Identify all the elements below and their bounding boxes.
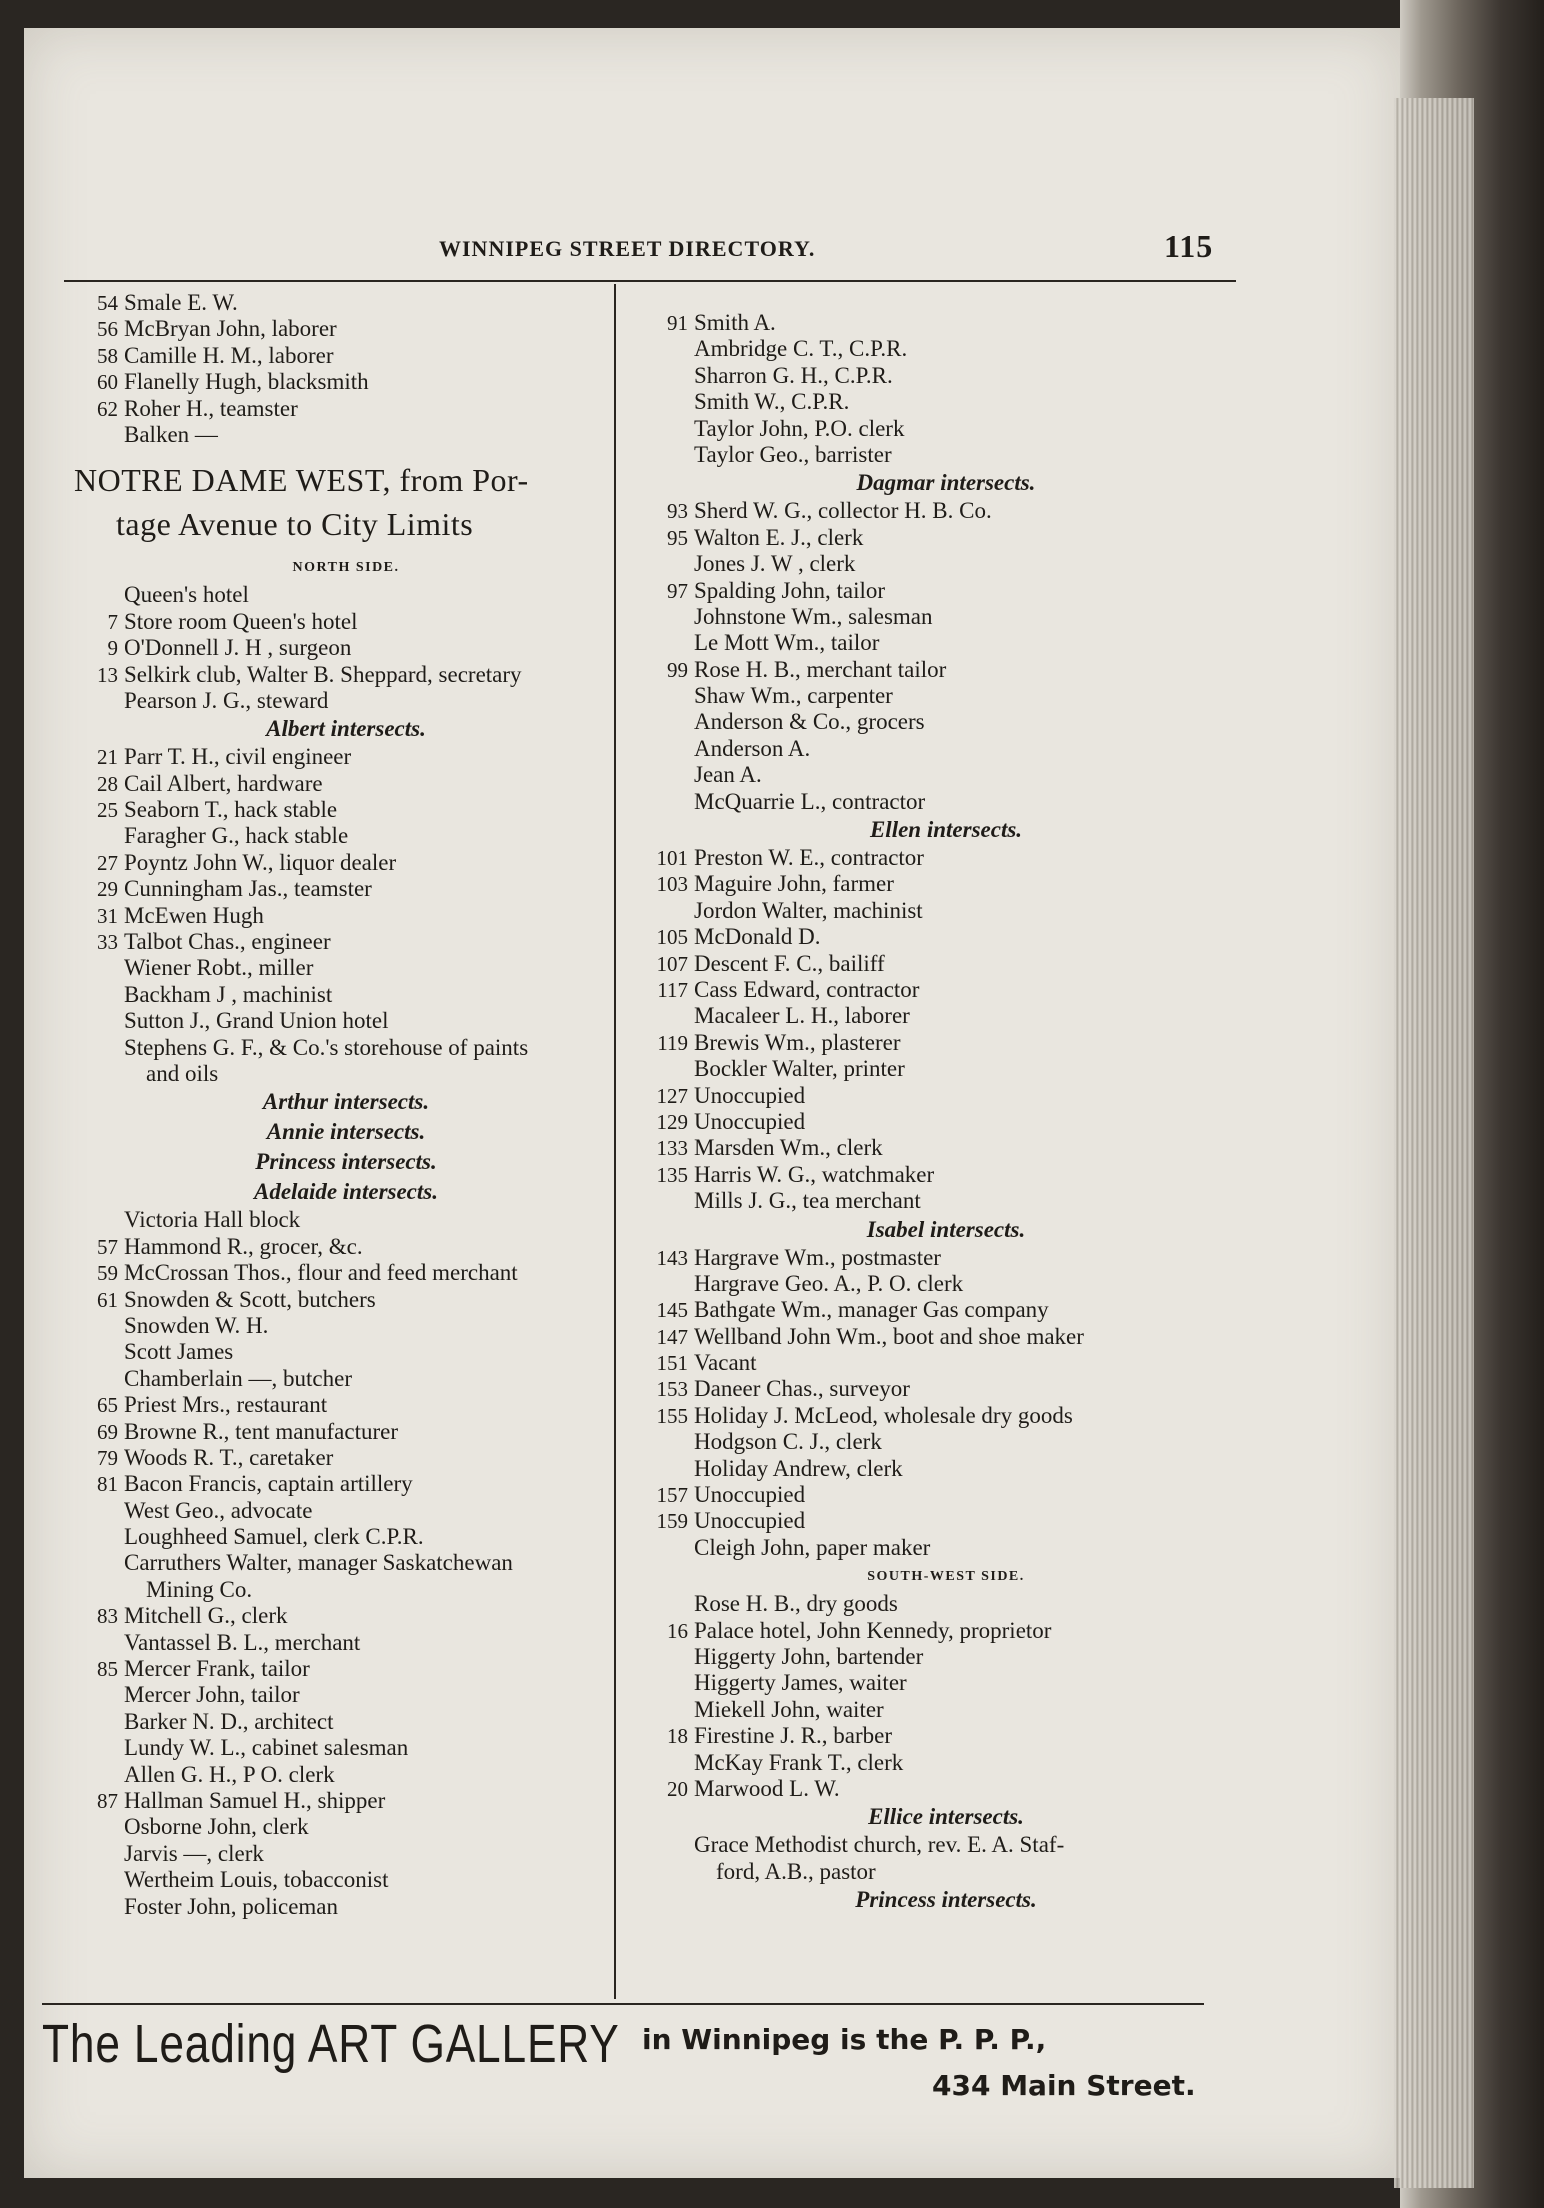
- house-number: 153: [656, 1377, 688, 1402]
- directory-entry: [636, 1670, 1256, 1696]
- entry-text: Faragher G., hack stable: [124, 823, 349, 849]
- directory-entry: [66, 609, 626, 635]
- entry-text: Cunningham Jas., teamster: [124, 876, 372, 902]
- directory-entry: [66, 1008, 626, 1034]
- directory-entry: [66, 903, 626, 929]
- advert-lead: The Leading ART GALLERY: [42, 2014, 620, 2074]
- directory-entry: [66, 1313, 626, 1339]
- directory-entry: [66, 1366, 626, 1392]
- directory-entry: [636, 898, 1256, 924]
- directory-page: [24, 28, 1400, 2178]
- house-number: 119: [657, 1030, 688, 1055]
- directory-entry: [66, 1550, 626, 1576]
- house-number: 91: [667, 311, 688, 335]
- entry-text: Talbot Chas., engineer: [124, 929, 331, 955]
- entry-text: McKay Frank T., clerk: [694, 1749, 904, 1775]
- entry-text: Chamberlain —, butcher: [124, 1365, 353, 1391]
- entry-text: Rose H. B., merchant tailor: [694, 656, 947, 682]
- directory-entry: [636, 442, 1256, 468]
- advert-rest: in Winnipeg is the P. P. P.,: [642, 2023, 1047, 2056]
- entry-text: Higgerty James, waiter: [694, 1670, 907, 1696]
- house-number: 20: [667, 1776, 688, 1801]
- directory-entry: [66, 582, 626, 608]
- directory-entry: [66, 1339, 626, 1365]
- entry-text: Miekell John, waiter: [694, 1696, 884, 1722]
- house-number: 87: [97, 1788, 118, 1813]
- directory-entry: [66, 1392, 626, 1418]
- intersect-note: Ellen intersects.: [869, 817, 1023, 843]
- entry-text: Flanelly Hugh, blacksmith: [124, 369, 369, 395]
- directory-entry: [636, 762, 1256, 788]
- house-number: 145: [656, 1298, 688, 1323]
- entry-text: Foster John, policeman: [124, 1893, 338, 1919]
- entry-text: Hodgson C. J., clerk: [694, 1429, 882, 1455]
- directory-entry: [636, 1271, 1256, 1297]
- entry-text: Taylor Geo., barrister: [694, 441, 892, 467]
- directory-entry: [66, 1709, 626, 1735]
- directory-entry: [636, 630, 1256, 656]
- house-number: 83: [97, 1604, 118, 1629]
- entry-text: Macaleer L. H., laborer: [694, 1003, 910, 1029]
- directory-entry: [66, 1762, 626, 1788]
- house-number: 147: [656, 1324, 688, 1349]
- entry-text: Descent F. C., bailiff: [694, 950, 885, 976]
- house-number: 103: [656, 872, 688, 897]
- directory-entry: [636, 1376, 1256, 1402]
- house-number: 13: [97, 662, 118, 687]
- entry-text: Rose H. B., dry goods: [694, 1591, 898, 1617]
- entry-text: Wiener Robt., miller: [124, 955, 314, 981]
- entry-text: Camille H. M., laborer: [124, 342, 334, 368]
- entry-text: Allen G. H., P O. clerk: [124, 1761, 335, 1787]
- directory-entry: [66, 850, 626, 876]
- directory-entry: [636, 1245, 1256, 1271]
- house-number: 33: [97, 930, 118, 955]
- entry-text: Barker N. D., architect: [124, 1708, 334, 1734]
- entry-text: Brewis Wm., plasterer: [694, 1029, 901, 1055]
- directory-entry: [66, 1630, 626, 1656]
- side-heading: SOUTH-WEST SIDE.: [867, 1569, 1025, 1585]
- directory-entry: [66, 823, 626, 849]
- entry-text: Le Mott Wm., tailor: [694, 630, 880, 656]
- entry-text: Carruthers Walter, manager Saskatchewan: [124, 1550, 513, 1576]
- street-heading: [66, 448, 626, 552]
- house-number: 59: [97, 1261, 118, 1286]
- entry-text: Grace Methodist church, rev. E. A. Staf-: [694, 1832, 1065, 1858]
- directory-entry: [66, 929, 626, 955]
- house-number: 31: [97, 903, 118, 928]
- entry-text: Jean A.: [694, 762, 762, 788]
- directory-entry: [66, 343, 626, 369]
- entry-text: Unoccupied: [694, 1082, 806, 1108]
- street-heading-line2: tage Avenue to City Limits: [116, 506, 474, 543]
- directory-entry: [636, 336, 1256, 362]
- directory-entry: [636, 1297, 1256, 1323]
- directory-entry: [66, 797, 626, 823]
- directory-entry: [636, 1162, 1256, 1188]
- house-number: 69: [97, 1419, 118, 1444]
- directory-entry: [66, 1603, 626, 1629]
- directory-entry: [66, 662, 626, 688]
- house-number: 29: [97, 877, 118, 902]
- house-number: 129: [656, 1109, 688, 1134]
- directory-entry: [636, 1644, 1256, 1670]
- directory-entry: [66, 1207, 626, 1233]
- house-number: 99: [667, 657, 688, 682]
- entry-text: Wertheim Louis, tobacconist: [124, 1867, 389, 1893]
- entry-text: O'Donnell J. H , surgeon: [124, 635, 352, 661]
- footer-rule: [42, 2003, 1204, 2005]
- entry-text: McDonald D.: [694, 924, 821, 950]
- directory-entry: [636, 1832, 1256, 1858]
- entry-text: Lundy W. L., cabinet salesman: [124, 1735, 409, 1761]
- entry-text: Johnstone Wm., salesman: [694, 603, 933, 629]
- house-number: 16: [667, 1618, 688, 1643]
- house-number: 159: [656, 1509, 688, 1534]
- entry-text: Walton E. J., clerk: [694, 524, 864, 550]
- entry-list: [636, 310, 1256, 468]
- directory-entry: [636, 498, 1256, 524]
- entry-text: Poyntz John W., liquor dealer: [124, 849, 397, 875]
- entry-text: Mercer Frank, tailor: [124, 1656, 310, 1682]
- entry-list: [66, 290, 626, 448]
- entry-text: ford, A.B., pastor: [716, 1858, 876, 1884]
- directory-entry: [636, 604, 1256, 630]
- entry-list: [636, 498, 1256, 815]
- directory-entry: [636, 736, 1256, 762]
- directory-entry: [636, 1508, 1256, 1534]
- entry-text: West Geo., advocate: [124, 1497, 313, 1523]
- house-number: 81: [97, 1472, 118, 1497]
- house-number: 54: [97, 291, 118, 315]
- directory-entry: [66, 955, 626, 981]
- left-column: [66, 290, 626, 1920]
- directory-entry: [636, 1109, 1256, 1135]
- directory-entry: [636, 1403, 1256, 1429]
- house-number: 7: [107, 609, 118, 634]
- directory-entry: [636, 683, 1256, 709]
- entry-text: Wellband John Wm., boot and shoe maker: [694, 1323, 1084, 1349]
- directory-entry: [66, 688, 626, 714]
- entry-text: Smale E. W.: [124, 290, 238, 315]
- entry-text: Store room Queen's hotel: [124, 608, 358, 634]
- page-number: 115: [1164, 228, 1214, 264]
- directory-entry: [66, 369, 626, 395]
- entry-text: Jarvis —, clerk: [124, 1840, 264, 1866]
- directory-entry: [636, 1618, 1256, 1644]
- directory-entry: [66, 1656, 626, 1682]
- header-rule: [64, 280, 1236, 282]
- entry-list: [636, 1591, 1256, 1802]
- entry-text: Roher H., teamster: [124, 395, 298, 421]
- entry-text: Bacon Francis, captain artillery: [124, 1471, 413, 1497]
- directory-entry: [636, 1083, 1256, 1109]
- entry-text: Holiday Andrew, clerk: [694, 1455, 903, 1481]
- directory-entry: [66, 290, 626, 316]
- directory-entry: [636, 1859, 1256, 1885]
- directory-entry: [636, 1030, 1256, 1056]
- entry-text: Maguire John, farmer: [694, 871, 894, 897]
- entry-text: Jordon Walter, machinist: [694, 897, 923, 923]
- directory-entry: [636, 977, 1256, 1003]
- house-number: 28: [97, 771, 118, 796]
- directory-entry: [636, 578, 1256, 604]
- entry-text: Taylor John, P.O. clerk: [694, 415, 905, 441]
- intersect-note: Princess intersects.: [855, 1887, 1037, 1913]
- entry-text: Hallman Samuel H., shipper: [124, 1787, 386, 1813]
- entry-text: Higgerty John, bartender: [694, 1643, 924, 1669]
- running-title: WINNIPEG STREET DIRECTORY.: [439, 236, 816, 261]
- entry-text: Jones J. W , clerk: [694, 551, 856, 577]
- directory-entry: [66, 635, 626, 661]
- directory-entry: [66, 422, 626, 448]
- house-number: 61: [97, 1287, 118, 1312]
- entry-text: Sharron G. H., C.P.R.: [694, 362, 893, 388]
- house-number: 133: [656, 1136, 688, 1161]
- directory-entry: [636, 871, 1256, 897]
- entry-text: Unoccupied: [694, 1108, 806, 1134]
- directory-entry: [636, 951, 1256, 977]
- house-number: 85: [97, 1657, 118, 1682]
- entry-text: Backham J , machinist: [124, 981, 333, 1007]
- directory-entry: [66, 1682, 626, 1708]
- entry-text: Preston W. E., contractor: [694, 845, 924, 871]
- house-number: 95: [667, 525, 688, 550]
- entry-text: Smith W., C.P.R.: [694, 389, 850, 415]
- house-number: 18: [667, 1724, 688, 1749]
- directory-entry: [66, 1735, 626, 1761]
- directory-entry: [636, 845, 1256, 871]
- directory-entry: [636, 1056, 1256, 1082]
- house-number: 155: [656, 1403, 688, 1428]
- entry-text: Sutton J., Grand Union hotel: [124, 1008, 389, 1034]
- entry-text: Holiday J. McLeod, wholesale dry goods: [694, 1402, 1073, 1428]
- entry-list: [66, 1207, 626, 1920]
- side-heading: NORTH SIDE.: [292, 560, 400, 576]
- entry-text: Snowden & Scott, butchers: [124, 1286, 376, 1312]
- house-number: 93: [667, 499, 688, 524]
- page-edges: [1394, 98, 1474, 2188]
- right-column: [636, 310, 1256, 1915]
- directory-entry: [636, 1535, 1256, 1561]
- entry-text: McCrossan Thos., flour and feed merchant: [124, 1260, 518, 1286]
- entry-text: Firestine J. R., barber: [694, 1723, 893, 1749]
- entry-text: Selkirk club, Walter B. Sheppard, secretary: [124, 661, 522, 687]
- entry-text: Osborne John, clerk: [124, 1814, 309, 1840]
- directory-entry: [66, 1287, 626, 1313]
- directory-entry: [636, 389, 1256, 415]
- directory-entry: [66, 1419, 626, 1445]
- house-number: 79: [97, 1445, 118, 1470]
- directory-entry: [636, 363, 1256, 389]
- house-number: 62: [97, 396, 118, 421]
- entry-list: [66, 582, 626, 714]
- directory-entry: [636, 924, 1256, 950]
- entry-text: Seaborn T., hack stable: [124, 797, 338, 823]
- house-number: 60: [97, 370, 118, 395]
- house-number: 107: [656, 951, 688, 976]
- house-number: 21: [97, 745, 118, 770]
- directory-entry: [636, 1429, 1256, 1455]
- house-number: 151: [656, 1351, 688, 1376]
- directory-entry: [636, 1324, 1256, 1350]
- directory-entry: [636, 1188, 1256, 1214]
- house-number: 65: [97, 1393, 118, 1418]
- directory-entry: [66, 1524, 626, 1550]
- entry-text: Vantassel B. L., merchant: [124, 1629, 361, 1655]
- directory-entry: [66, 744, 626, 770]
- entry-text: Unoccupied: [694, 1508, 806, 1534]
- directory-entry: [66, 1788, 626, 1814]
- entry-text: Daneer Chas., surveyor: [694, 1376, 910, 1402]
- entry-text: Pearson J. G., steward: [124, 687, 329, 713]
- directory-entry: [66, 396, 626, 422]
- directory-entry: [636, 657, 1256, 683]
- directory-entry: [66, 1471, 626, 1497]
- entry-text: Mills J. G., tea merchant: [694, 1188, 921, 1214]
- entry-text: Ambridge C. T., C.P.R.: [694, 336, 908, 362]
- entry-text: Hammond R., grocer, &c.: [124, 1233, 363, 1259]
- entry-text: Smith A.: [694, 310, 776, 335]
- entry-text: Shaw Wm., carpenter: [694, 683, 893, 709]
- entry-text: Spalding John, tailor: [694, 577, 886, 603]
- house-number: 58: [97, 343, 118, 368]
- entry-text: Marwood L. W.: [694, 1775, 840, 1801]
- entry-text: Snowden W. H.: [124, 1312, 269, 1338]
- directory-entry: [636, 1456, 1256, 1482]
- entry-text: Stephens G. F., & Co.'s storehouse of paints: [124, 1034, 529, 1060]
- street-heading-line1: NOTRE DAME WEST, from Por-: [74, 462, 529, 499]
- entry-text: Queen's hotel: [124, 582, 249, 608]
- directory-entry: [636, 1776, 1256, 1802]
- directory-entry: [66, 982, 626, 1008]
- house-number: 135: [656, 1162, 688, 1187]
- house-number: 27: [97, 850, 118, 875]
- entry-text: McQuarrie L., contractor: [694, 788, 926, 814]
- entry-list: [66, 744, 626, 1087]
- entry-list: [636, 1832, 1256, 1885]
- directory-entry: [636, 1350, 1256, 1376]
- entry-text: Bathgate Wm., manager Gas company: [694, 1297, 1049, 1323]
- directory-entry: [636, 1003, 1256, 1029]
- entry-text: Mining Co.: [146, 1576, 253, 1602]
- house-number: 157: [656, 1483, 688, 1508]
- directory-entry: [66, 1260, 626, 1286]
- intersect-note: Isabel intersects.: [866, 1216, 1026, 1242]
- entry-text: Anderson & Co., grocers: [694, 709, 925, 735]
- directory-entry: [636, 789, 1256, 815]
- intersect-note: Arthur intersects.: [262, 1089, 430, 1115]
- house-number: 101: [656, 846, 688, 871]
- entry-text: Unoccupied: [694, 1482, 806, 1508]
- entry-text: Mercer John, tailor: [124, 1682, 300, 1708]
- entry-text: and oils: [146, 1060, 219, 1086]
- house-number: 117: [657, 977, 688, 1002]
- entry-text: Parr T. H., civil engineer: [124, 744, 352, 770]
- directory-entry: [636, 551, 1256, 577]
- directory-entry: [66, 771, 626, 797]
- entry-text: Sherd W. G., collector H. B. Co.: [694, 498, 992, 524]
- intersect-note: Adelaide intersects.: [254, 1179, 438, 1205]
- directory-entry: [636, 709, 1256, 735]
- entry-text: McBryan John, laborer: [124, 316, 337, 342]
- house-number: 25: [97, 798, 118, 823]
- entry-text: Mitchell G., clerk: [124, 1603, 288, 1629]
- intersect-note: Ellice intersects.: [868, 1804, 1024, 1830]
- directory-entry: [636, 310, 1256, 336]
- entry-text: Cleigh John, paper maker: [694, 1534, 931, 1560]
- directory-entry: [66, 876, 626, 902]
- directory-entry: [66, 1035, 626, 1061]
- intersect-note: Princess intersects.: [255, 1149, 437, 1175]
- entry-text: Cail Albert, hardware: [124, 770, 323, 796]
- directory-entry: [66, 1061, 626, 1087]
- entry-text: McEwen Hugh: [124, 902, 264, 928]
- entry-text: Woods R. T., caretaker: [124, 1444, 334, 1470]
- entry-text: Anderson A.: [694, 735, 811, 761]
- house-number: 127: [656, 1083, 688, 1108]
- entry-text: Cass Edward, contractor: [694, 976, 920, 1002]
- entry-list: [636, 845, 1256, 1214]
- directory-entry: [66, 316, 626, 342]
- directory-entry: [66, 1867, 626, 1893]
- entry-text: Hargrave Geo. A., P. O. clerk: [694, 1270, 964, 1296]
- directory-entry: [636, 1591, 1256, 1617]
- entry-text: Palace hotel, John Kennedy, proprietor: [694, 1617, 1052, 1643]
- intersect-note: Annie intersects.: [266, 1119, 426, 1145]
- entry-text: Priest Mrs., restaurant: [124, 1392, 328, 1418]
- directory-entry: [636, 525, 1256, 551]
- directory-entry: [636, 1482, 1256, 1508]
- entry-text: Browne R., tent manufacturer: [124, 1418, 398, 1444]
- intersect-note: Albert intersects.: [266, 716, 426, 742]
- entry-text: Balken —: [124, 421, 218, 447]
- directory-entry: [66, 1234, 626, 1260]
- directory-entry: [66, 1577, 626, 1603]
- directory-entry: [636, 1135, 1256, 1161]
- entry-text: Vacant: [694, 1350, 757, 1376]
- house-number: 97: [667, 578, 688, 603]
- house-number: 143: [656, 1245, 688, 1270]
- entry-text: Scott James: [124, 1339, 234, 1365]
- directory-entry: [636, 1697, 1256, 1723]
- intersect-note: Dagmar intersects.: [856, 470, 1036, 496]
- directory-entry: [66, 1814, 626, 1840]
- advert-address: 434 Main Street.: [932, 2069, 1196, 2102]
- house-number: 56: [97, 317, 118, 342]
- entry-text: Marsden Wm., clerk: [694, 1135, 883, 1161]
- entry-list: [636, 1245, 1256, 1562]
- entry-text: Hargrave Wm., postmaster: [694, 1244, 941, 1270]
- house-number: 105: [656, 925, 688, 950]
- entry-text: Victoria Hall block: [124, 1207, 301, 1233]
- house-number: 57: [97, 1234, 118, 1259]
- directory-entry: [66, 1498, 626, 1524]
- advertisement: [42, 2013, 1282, 2123]
- directory-entry: [636, 416, 1256, 442]
- entry-text: Harris W. G., watchmaker: [694, 1161, 935, 1187]
- directory-entry: [66, 1894, 626, 1920]
- directory-entry: [636, 1723, 1256, 1749]
- directory-entry: [636, 1750, 1256, 1776]
- directory-entry: [66, 1841, 626, 1867]
- house-number: 9: [107, 636, 118, 661]
- entry-text: Loughheed Samuel, clerk C.P.R.: [124, 1524, 424, 1550]
- directory-entry: [66, 1445, 626, 1471]
- entry-text: Bockler Walter, printer: [694, 1056, 905, 1082]
